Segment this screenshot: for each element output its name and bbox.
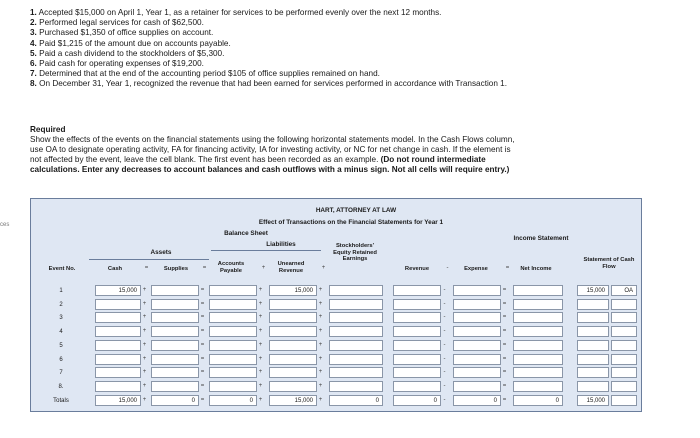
operator-minus: - bbox=[443, 287, 446, 293]
operator-equals: = bbox=[502, 300, 507, 307]
operator-plus: + bbox=[142, 355, 147, 362]
operator-plus: + bbox=[142, 341, 147, 348]
exp-cell: 0 bbox=[453, 395, 501, 406]
table-row bbox=[31, 285, 641, 298]
cf-cell[interactable] bbox=[577, 354, 609, 365]
model-subtitle: Effect of Transactions on the Financial Statements for Year 1 bbox=[258, 219, 444, 226]
instruction-line: not affected by the event, leave the cell blank. The first event has been recorded as an example. (Do not round intermediate bbox=[30, 155, 486, 164]
operator-plus: + bbox=[321, 265, 326, 271]
cash-cell[interactable] bbox=[95, 354, 141, 365]
table-row bbox=[31, 340, 641, 353]
operator-equals: = bbox=[144, 265, 149, 271]
col-header-cash: Cash bbox=[107, 266, 123, 272]
supplies-cell[interactable] bbox=[151, 354, 199, 365]
transaction-item: 4. Paid $1,215 of the amount due on accounts payable. bbox=[30, 38, 231, 48]
col-header-revenue: Revenue bbox=[404, 266, 430, 272]
table-row bbox=[31, 299, 641, 312]
re-cell[interactable] bbox=[329, 285, 383, 296]
exp-cell[interactable] bbox=[453, 326, 501, 337]
operator-equals: = bbox=[202, 265, 207, 271]
cf-type-cell[interactable] bbox=[611, 381, 637, 392]
exp-cell[interactable] bbox=[453, 299, 501, 310]
exp-cell[interactable] bbox=[453, 381, 501, 392]
operator-equals: = bbox=[200, 287, 205, 293]
operator-equals: = bbox=[200, 314, 205, 321]
operator-equals: = bbox=[200, 355, 205, 362]
re-cell[interactable] bbox=[329, 381, 383, 392]
exp-cell[interactable] bbox=[453, 285, 501, 296]
operator-equals: = bbox=[502, 396, 507, 403]
operator-equals: = bbox=[502, 382, 507, 389]
operator-plus: + bbox=[261, 265, 266, 271]
operator-minus: - bbox=[443, 328, 446, 335]
operator-plus: + bbox=[258, 369, 263, 376]
operator-plus: + bbox=[318, 314, 323, 321]
instruction-line: calculations. Enter any decreases to account balances and cash outflows with a minus sign. Not all cells will require entry.) bbox=[30, 165, 510, 174]
operator-equals: = bbox=[502, 355, 507, 362]
rev-cell: 0 bbox=[393, 395, 441, 406]
ni-cell[interactable] bbox=[513, 312, 563, 323]
event-number: 6 bbox=[59, 356, 63, 363]
operator-plus: + bbox=[142, 396, 147, 403]
ap-cell[interactable] bbox=[209, 381, 257, 392]
ni-cell[interactable] bbox=[513, 326, 563, 337]
event-number: 8. bbox=[58, 383, 64, 390]
operator-plus: + bbox=[142, 328, 147, 335]
table-row bbox=[31, 326, 641, 339]
cash-cell[interactable] bbox=[95, 340, 141, 351]
event-number: 4 bbox=[59, 329, 63, 336]
operator-equals: = bbox=[200, 396, 205, 403]
operator-plus: + bbox=[142, 369, 147, 376]
supplies-cell: 0 bbox=[151, 395, 199, 406]
cf-type-cell[interactable] bbox=[611, 299, 637, 310]
supplies-cell[interactable] bbox=[151, 285, 199, 296]
operator-plus: + bbox=[318, 300, 323, 307]
operator-plus: + bbox=[318, 369, 323, 376]
rev-cell[interactable] bbox=[393, 367, 441, 378]
operator-equals: = bbox=[502, 341, 507, 348]
cf-cell[interactable] bbox=[577, 340, 609, 351]
required-instructions bbox=[30, 125, 630, 175]
cash-cell[interactable] bbox=[95, 299, 141, 310]
ur-cell[interactable] bbox=[269, 326, 317, 337]
operator-plus: + bbox=[142, 314, 147, 321]
horizontal-statements-model bbox=[30, 198, 642, 412]
operator-minus: - bbox=[443, 369, 446, 376]
operator-plus: + bbox=[318, 328, 323, 335]
table-row bbox=[31, 312, 641, 325]
re-cell: 0 bbox=[329, 395, 383, 406]
event-number: Totals bbox=[53, 397, 69, 404]
operator-plus: + bbox=[142, 300, 147, 307]
table-row bbox=[31, 381, 641, 394]
balance-sheet-label: Balance Sheet bbox=[224, 230, 268, 237]
col-header-net-income: Net Income bbox=[520, 266, 552, 272]
ur-cell[interactable] bbox=[269, 367, 317, 378]
ni-cell[interactable] bbox=[513, 367, 563, 378]
cash-cell[interactable] bbox=[95, 367, 141, 378]
table-row bbox=[31, 354, 641, 367]
company-title: HART, ATTORNEY AT LAW bbox=[315, 207, 397, 214]
operator-equals: = bbox=[502, 287, 507, 293]
rev-cell[interactable] bbox=[393, 354, 441, 365]
ur-cell: 15,000 bbox=[269, 395, 317, 406]
ap-cell: 0 bbox=[209, 395, 257, 406]
event-number: 2 bbox=[59, 301, 63, 308]
operator-plus: + bbox=[318, 355, 323, 362]
operator-plus: + bbox=[258, 382, 263, 389]
ni-cell[interactable] bbox=[513, 285, 563, 296]
cf-cell[interactable] bbox=[577, 312, 609, 323]
cash-cell: 15,000 bbox=[95, 395, 141, 406]
rev-cell[interactable] bbox=[393, 299, 441, 310]
cash-cell[interactable]: 15,000 bbox=[95, 285, 141, 296]
operator-plus: + bbox=[258, 314, 263, 321]
col-header-retained-earnings: Stockholders' Equity Retained Earnings bbox=[333, 243, 377, 263]
transaction-item: 7. Determined that at the end of the accounting period $105 of office supplies remained on hand. bbox=[30, 69, 380, 79]
transaction-item: 1. Accepted $15,000 on April 1, Year 1, as a retainer for services to be performed evenly over the next 12 months. bbox=[30, 8, 442, 17]
cf-cell: 15,000 bbox=[577, 395, 609, 406]
cf-type-cell[interactable] bbox=[611, 354, 637, 365]
operator-plus: + bbox=[258, 341, 263, 348]
cf-cell[interactable]: 15,000 bbox=[577, 285, 609, 296]
operator-equals: = bbox=[200, 341, 205, 348]
supplies-cell[interactable] bbox=[151, 299, 199, 310]
operator-plus: + bbox=[142, 382, 147, 389]
event-number: 1 bbox=[59, 288, 63, 294]
ur-cell[interactable]: 15,000 bbox=[269, 285, 317, 296]
operator-minus: - bbox=[443, 396, 446, 403]
event-number: 7 bbox=[59, 370, 63, 377]
rev-cell[interactable] bbox=[393, 340, 441, 351]
operator-minus: - bbox=[446, 265, 449, 271]
rev-cell[interactable] bbox=[393, 312, 441, 323]
ur-cell[interactable] bbox=[269, 354, 317, 365]
divider bbox=[89, 259, 209, 260]
income-statement-label: Income Statement bbox=[513, 235, 569, 242]
col-header-accounts-payable: Accounts Payable bbox=[217, 261, 245, 274]
liabilities-label: Liabilities bbox=[266, 241, 296, 248]
ni-cell: 0 bbox=[513, 395, 563, 406]
rev-cell[interactable] bbox=[393, 285, 441, 296]
side-tab-label: ces bbox=[0, 222, 10, 228]
operator-equals: = bbox=[200, 328, 205, 335]
cf-cell[interactable] bbox=[577, 367, 609, 378]
operator-plus: + bbox=[318, 287, 323, 293]
ap-cell[interactable] bbox=[209, 367, 257, 378]
transaction-item: 8. On December 31, Year 1, recognized the revenue that had been earned for services performed in accordance with Transaction 1. bbox=[30, 79, 507, 89]
exp-cell[interactable] bbox=[453, 354, 501, 365]
transaction-item: 3. Purchased $1,350 of office supplies on account. bbox=[30, 28, 214, 38]
re-cell[interactable] bbox=[329, 326, 383, 337]
cf-type-cell[interactable] bbox=[611, 367, 637, 378]
re-cell[interactable] bbox=[329, 354, 383, 365]
re-cell[interactable] bbox=[329, 299, 383, 310]
operator-minus: - bbox=[443, 300, 446, 307]
operator-minus: - bbox=[443, 341, 446, 348]
col-header-supplies: Supplies bbox=[163, 266, 189, 272]
ur-cell[interactable] bbox=[269, 299, 317, 310]
operator-plus: + bbox=[258, 355, 263, 362]
ap-cell[interactable] bbox=[209, 340, 257, 351]
ur-cell[interactable] bbox=[269, 381, 317, 392]
ur-cell[interactable] bbox=[269, 312, 317, 323]
assets-label: Assets bbox=[150, 249, 172, 256]
divider bbox=[211, 250, 321, 251]
rev-cell[interactable] bbox=[393, 381, 441, 392]
ap-cell[interactable] bbox=[209, 326, 257, 337]
operator-plus: + bbox=[258, 328, 263, 335]
supplies-cell[interactable] bbox=[151, 367, 199, 378]
cf-cell[interactable] bbox=[577, 381, 609, 392]
event-number: 5 bbox=[59, 342, 63, 349]
operator-equals: = bbox=[200, 369, 205, 376]
event-number: 3 bbox=[59, 315, 63, 322]
re-cell[interactable] bbox=[329, 312, 383, 323]
col-header-event: Event No. bbox=[48, 266, 76, 272]
ur-cell[interactable] bbox=[269, 340, 317, 351]
rev-cell[interactable] bbox=[393, 326, 441, 337]
operator-equals: = bbox=[502, 328, 507, 335]
operator-plus: + bbox=[318, 341, 323, 348]
supplies-cell[interactable] bbox=[151, 381, 199, 392]
operator-minus: - bbox=[443, 355, 446, 362]
ni-cell[interactable] bbox=[513, 354, 563, 365]
operator-plus: + bbox=[318, 382, 323, 389]
cf-type-cell[interactable] bbox=[611, 312, 637, 323]
re-cell[interactable] bbox=[329, 367, 383, 378]
cf-type-cell[interactable] bbox=[611, 340, 637, 351]
required-heading: Required bbox=[30, 125, 66, 134]
col-header-expense: Expense bbox=[464, 266, 488, 272]
supplies-cell[interactable] bbox=[151, 340, 199, 351]
transaction-item: 6. Paid cash for operating expenses of $19,200. bbox=[30, 59, 204, 69]
ap-cell[interactable] bbox=[209, 312, 257, 323]
operator-equals: = bbox=[200, 300, 205, 307]
ni-cell[interactable] bbox=[513, 340, 563, 351]
instruction-line: use OA to designate operating activity, FA for financing activity, IA for investing activity, or NC for net change in cash. If the element is bbox=[30, 145, 511, 154]
ni-cell[interactable] bbox=[513, 381, 563, 392]
transaction-list bbox=[30, 8, 630, 90]
cf-type-cell[interactable]: OA bbox=[611, 285, 637, 296]
col-header-cash-flow: Statement of Cash Flow bbox=[583, 257, 635, 270]
operator-plus: + bbox=[258, 396, 263, 403]
cf-type-cell bbox=[611, 395, 637, 406]
exp-cell[interactable] bbox=[453, 367, 501, 378]
exp-cell[interactable] bbox=[453, 340, 501, 351]
operator-equals: = bbox=[502, 369, 507, 376]
transaction-item: 5. Paid a cash dividend to the stockholders of $5,300. bbox=[30, 48, 225, 58]
cf-cell[interactable] bbox=[577, 299, 609, 310]
ap-cell[interactable] bbox=[209, 354, 257, 365]
ni-cell[interactable] bbox=[513, 299, 563, 310]
operator-minus: - bbox=[443, 382, 446, 389]
col-header-unearned-revenue: Unearned Revenue bbox=[277, 261, 305, 274]
supplies-cell[interactable] bbox=[151, 312, 199, 323]
operator-plus: + bbox=[318, 396, 323, 403]
supplies-cell[interactable] bbox=[151, 326, 199, 337]
instruction-line: Show the effects of the events on the financial statements using the following horizontal statements model. In the Cash Flows column, bbox=[30, 135, 515, 144]
operator-plus: + bbox=[258, 300, 263, 307]
operator-plus: + bbox=[258, 287, 263, 293]
ap-cell[interactable] bbox=[209, 285, 257, 296]
operator-plus: + bbox=[142, 287, 147, 293]
operator-equals: = bbox=[200, 382, 205, 389]
transaction-item: 2. Performed legal services for cash of $62,500. bbox=[30, 18, 204, 28]
operator-minus: - bbox=[443, 314, 446, 321]
totals-row bbox=[31, 395, 641, 408]
cf-cell[interactable] bbox=[577, 326, 609, 337]
cash-cell[interactable] bbox=[95, 326, 141, 337]
cash-cell[interactable] bbox=[95, 312, 141, 323]
operator-equals: = bbox=[502, 314, 507, 321]
table-row bbox=[31, 367, 641, 380]
exp-cell[interactable] bbox=[453, 312, 501, 323]
cf-type-cell[interactable] bbox=[611, 326, 637, 337]
operator-equals: = bbox=[505, 265, 510, 271]
ap-cell[interactable] bbox=[209, 299, 257, 310]
cash-cell[interactable] bbox=[95, 381, 141, 392]
re-cell[interactable] bbox=[329, 340, 383, 351]
